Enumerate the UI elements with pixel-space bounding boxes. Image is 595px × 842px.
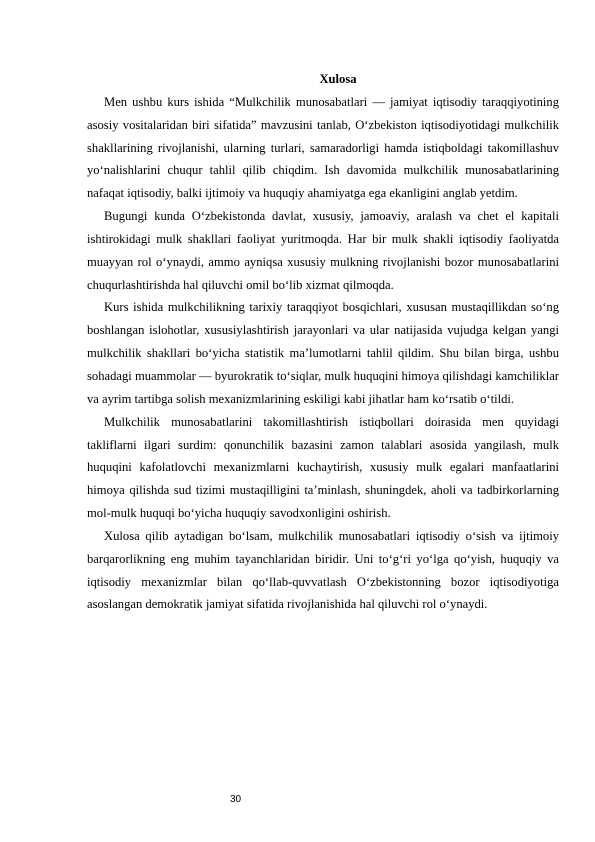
paragraph-proposals: Mulkchilik munosabatlarini takomillashtirish istiqbollari doirasida men quyidagi takliflarni ilgari surdim: qonunchilik bazasini zamon talablari asosida yangilash, mulk huquqini kafolatlovchi mexanizmlarni kuchaytirish, xususiy mulk egalari manfaatlarini himoya qilishda sud tizimi mustaqilligini ta’minlash, shuningdek, aholi va tadbirkorlarning mol-mulk huquqi bo‘yicha huquqiy savodxonligini oshirish. (87, 414, 559, 521)
paragraph-ownership-forms: Bugungi kunda O‘zbekistonda davlat, xususiy, jamoaviy, aralash va chet el kapitali ishtirokidagi mulk shakllari faoliyat yuritmoqda. Har bir mulk shakli iqtisodiy faoliyatda muayyan rol o‘ynaydi, ammo ayniqsa xususiy mulkning rivojlanishi bozor munosabatlarini chuqurlashtirishda hal qiluvchi omil bo‘lib xizmat qilmoqda. (87, 209, 559, 292)
document-page (87, 68, 559, 616)
paragraph-intro: Men ushbu kurs ishida “Mulkchilik munosabatlari — jamiyat iqtisodiy taraqqiyotining asosiy vositalaridan biri sifatida” mavzusini tanlab, O‘zbekiston iqtisodiyotidagi mulkchilik shakllarining rivojlanishi, ularning turlari, samaradorligi hamda istiqboldagi takomillashuv yo‘nalishlarini chuqur tahlil qilib chiqdim. Ish davomida mulkchilik munosabatlarining nafaqat iqtisodiy, balki ijtimoiy va huquqiy ahamiyatga ega ekanligini anglab yetdim. (87, 94, 559, 201)
page-number: 30 (230, 794, 242, 805)
paragraph-history-analysis: Kurs ishida mulkchilikning tarixiy taraqqiyot bosqichlari, xususan mustaqillikdan so‘ng boshlangan islohotlar, xususiylashtirish jarayonlari va ular natijasida vujudga kelgan yangi mulkchilik shakllari bo‘yicha statistik ma’lumotlarni tahlil qildim. Shu bilan birga, ushbu sohadagi muammolar — byurokratik to‘siqlar, mulk huquqini himoya qilishdagi kamchiliklar va ayrim tartibga solish mexanizmlarining eskiligi kabi jihatlar ham ko‘rsatib o‘tildi. (87, 300, 559, 406)
paragraph-conclusion: Xulosa qilib aytadigan bo‘lsam, mulkchilik munosabatlari iqtisodiy o‘sish va ijtimoiy barqarorlikning eng muhim tayanchlaridan biridir. Uni to‘g‘ri yo‘lga qo‘yish, huquqiy va iqtisodiy mexanizmlar bilan qo‘llab-quvvatlash O‘zbekistonning bozor iqtisodiyotiga asoslangan demokratik jamiyat sifatida rivojlanishida hal qiluvchi rol o‘ynaydi. (87, 528, 559, 612)
section-title: Xulosa (319, 72, 357, 86)
